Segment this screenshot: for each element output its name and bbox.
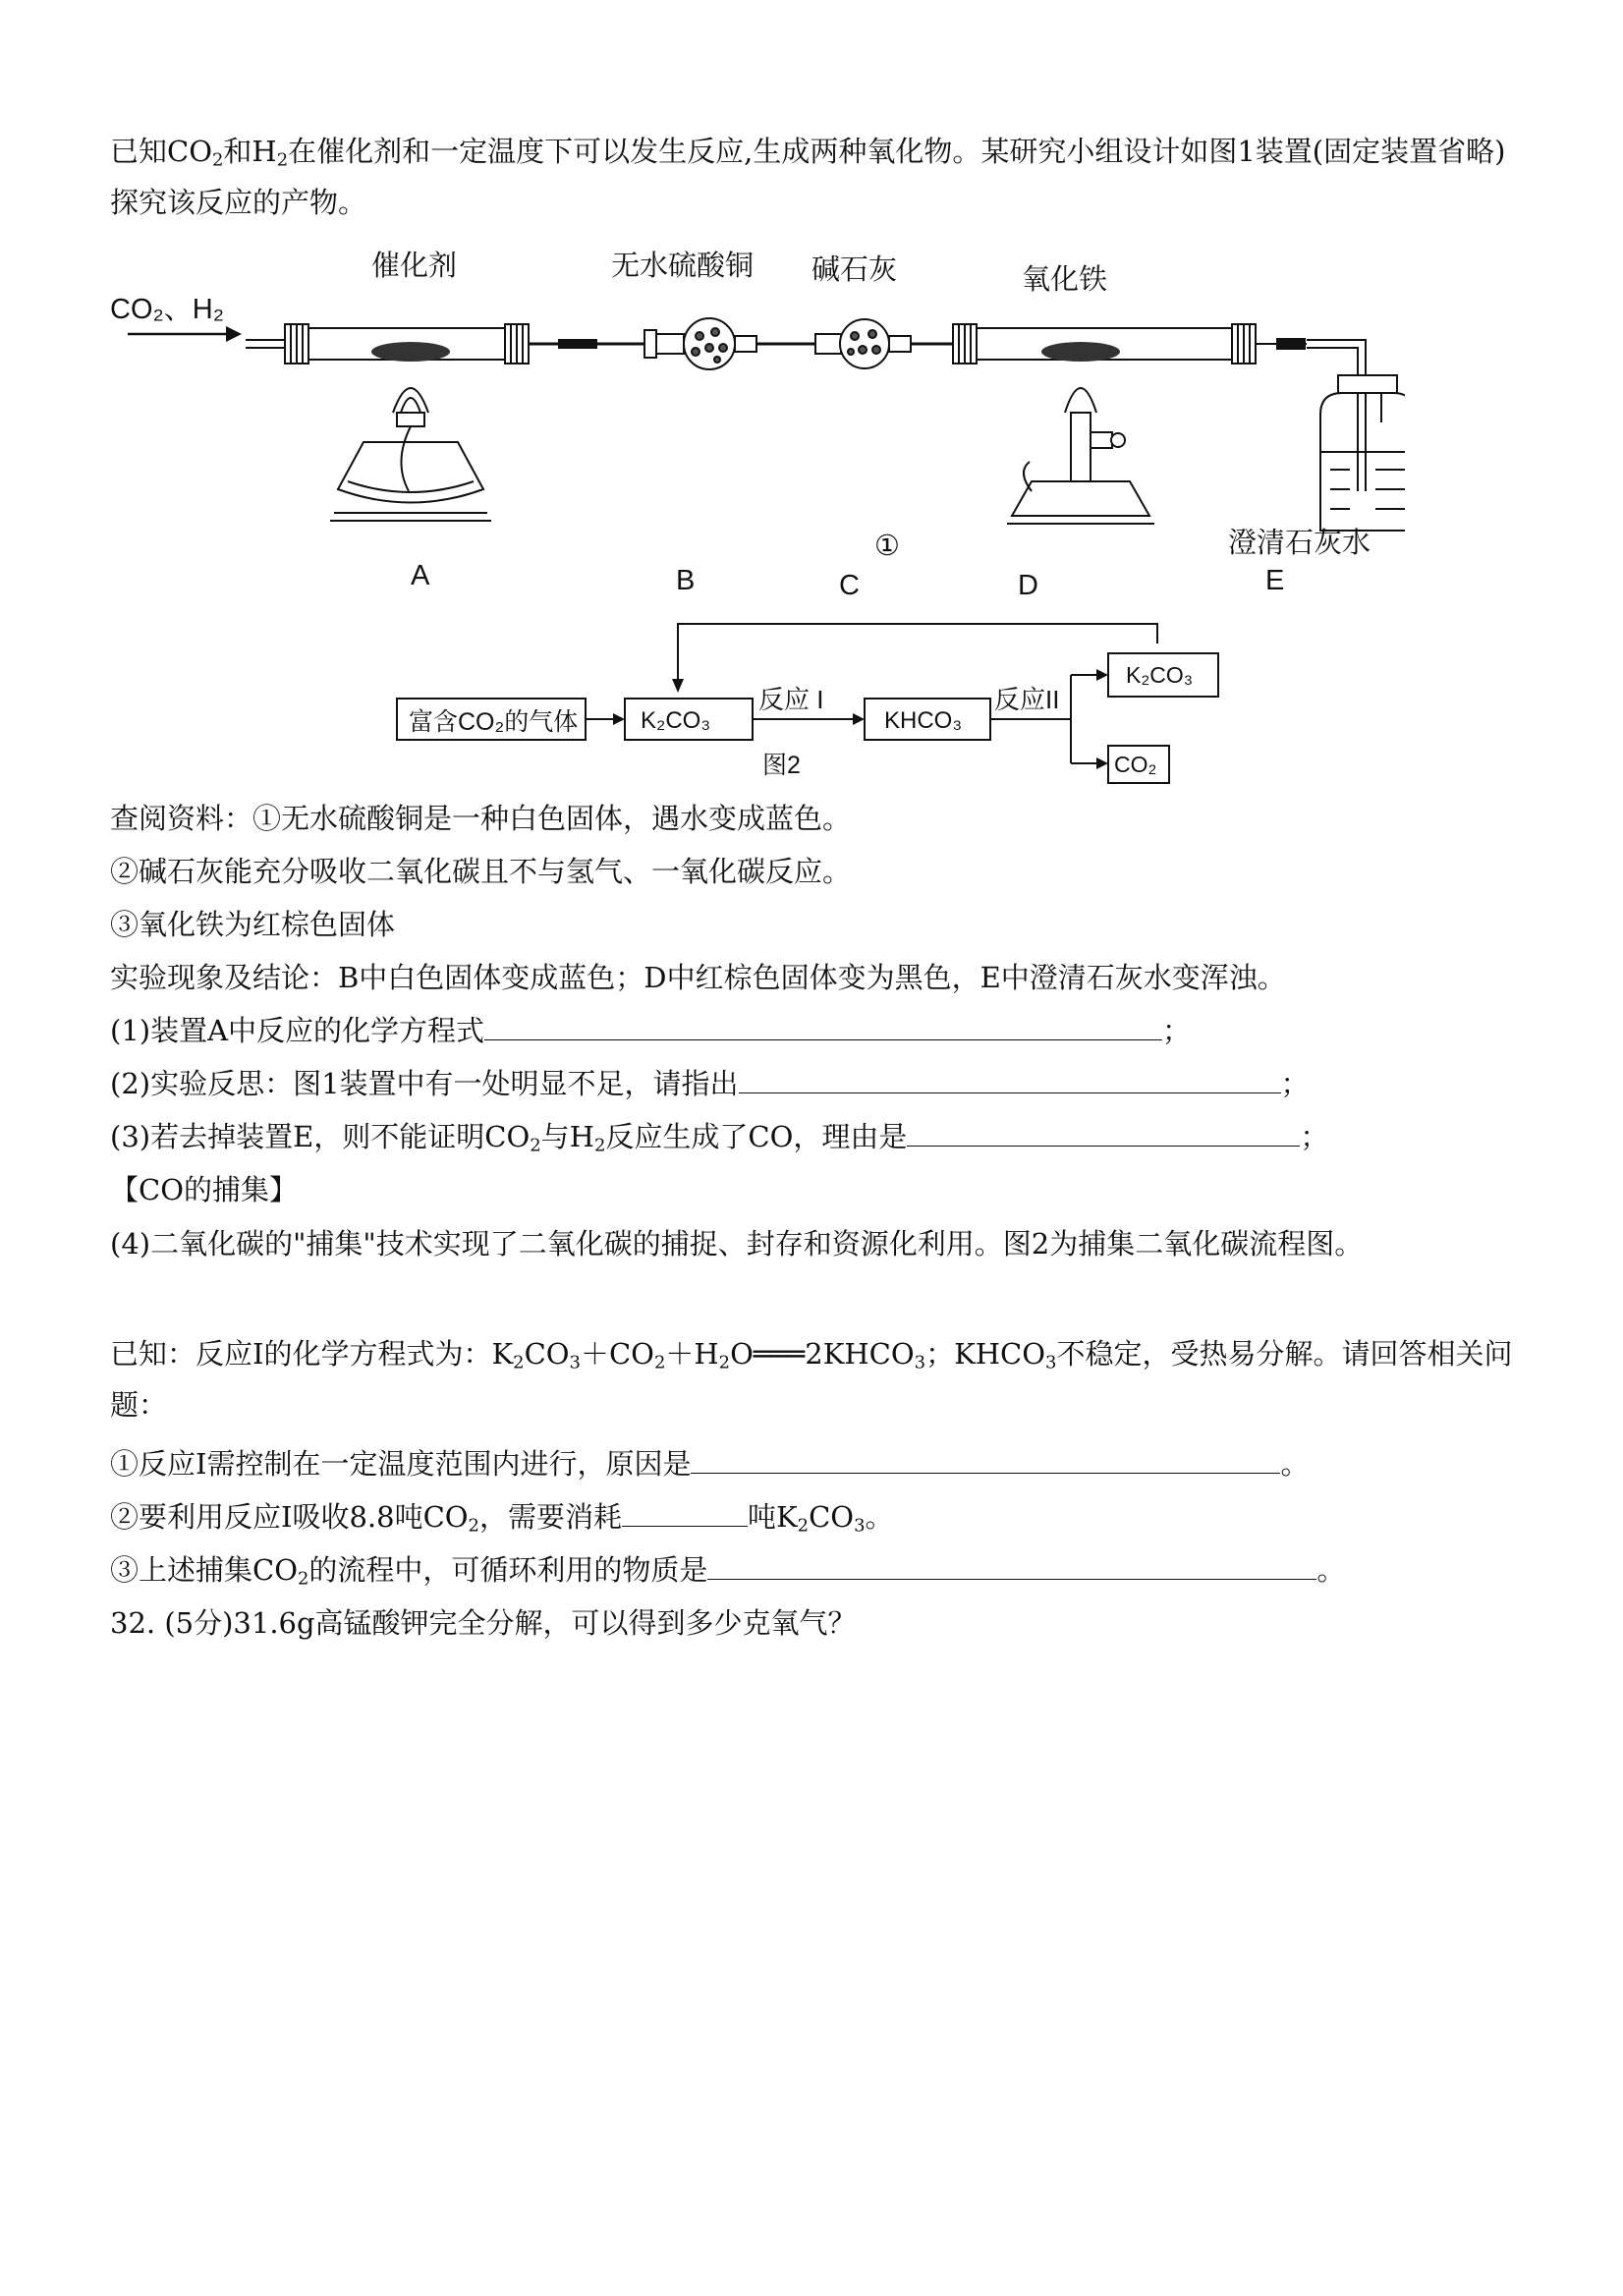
sub-question-3: ③上述捕集$CO_2$的流程中，可循环利用的物质是 。 (110, 1553, 1346, 1590)
inlet-arrow (128, 326, 242, 342)
out-k2co3-label: K₂CO₃ (1126, 662, 1194, 688)
known-equation: 已知：反应I的化学方程式为：$K_2CO_3+CO_2+H_2O═══2KHCO_3$；$KHCO_3$不稳定，受热易分解。请回答相关问题： (110, 1337, 1513, 1422)
sub-question-2: ②要利用反应I吸收8.8吨$CO_2$，需要消耗 吨$K_2CO_3$。 (110, 1500, 894, 1537)
section-heading: 【CO的捕集】 (110, 1173, 298, 1206)
khco3-label: KHCO₃ (884, 707, 963, 734)
out-co2-label: CO₂ (1114, 752, 1157, 777)
limewater-bottle (1320, 375, 1405, 531)
question-32: 32. (5分)31.6g高锰酸钾完全分解，可以得到多少克氧气？ (110, 1606, 857, 1640)
k2co3-label: K₂CO₃ (641, 707, 711, 734)
iron-oxide-powder (1041, 342, 1120, 362)
reaction2-label: 反应II (994, 685, 1060, 714)
figure2-flowchart (383, 614, 1248, 791)
drying-tube-c (815, 319, 911, 368)
reaction1-label: 反应 I (758, 685, 824, 714)
catalyst-powder (371, 342, 450, 362)
reference-3: ③氧化铁为红棕色固体 (110, 908, 396, 941)
answer-blank-1[interactable] (484, 1012, 1162, 1040)
question-3: (3)若去掉装置E，则不能证明$CO_2$与$H_2$反应生成了CO，理由是 ； (110, 1120, 1329, 1156)
answer-blank-6[interactable] (707, 1551, 1316, 1580)
drying-tube-b (656, 318, 756, 369)
delivery-tube-e (1256, 339, 1366, 491)
question-2: (2)实验反思：图1装置中有一处明显不足，请指出 ； (110, 1067, 1310, 1100)
cuso4-label: 无水硫酸铜 (611, 251, 755, 282)
figure2-caption: 图2 (762, 752, 801, 779)
sub-question-1: ①反应I需控制在一定温度范围内进行，原因是 。 (110, 1447, 1310, 1481)
intro-paragraph: 已知$CO_2$和$H_2$在催化剂和一定温度下可以发生反应,生成两种氧化物。某研究小组设计如图1装置(固定装置省略)探究该反应的产物。 (110, 135, 1506, 219)
answer-blank-4[interactable] (691, 1445, 1280, 1474)
burner-d (1007, 388, 1154, 524)
reference-2: ②碱石灰能充分吸收二氧化碳且不与氢气、一氧化碳反应。 (110, 855, 852, 888)
limewater-label: 澄清石灰水 (1228, 528, 1371, 559)
label-e: E (1265, 565, 1285, 596)
question-4: (4)二氧化碳的"捕集"技术实现了二氧化碳的捕捉、封存和资源化利用。图2为捕集二氧化碳流程图。 (110, 1227, 1364, 1260)
label-c: C (839, 570, 860, 601)
reference-1: 查阅资料：①无水硫酸铜是一种白色固体，遇水变成蓝色。 (110, 802, 852, 835)
label-a: A (411, 560, 430, 591)
label-d: D (1018, 570, 1038, 601)
connector-ab (529, 330, 656, 358)
catalyst-label: 催化剂 (371, 251, 458, 282)
figure1-apparatus (98, 246, 1405, 609)
fe2o3-label: 氧化铁 (1022, 264, 1108, 296)
figure1-mark: ① (874, 531, 900, 562)
inlet-gas-label: CO₂、H₂ (110, 294, 224, 325)
answer-blank-2[interactable] (739, 1065, 1281, 1093)
sodalime-label: 碱石灰 (812, 254, 898, 286)
answer-blank-3[interactable] (907, 1118, 1300, 1147)
label-b: B (676, 565, 696, 596)
alcohol-lamp (330, 388, 491, 521)
answer-blank-5[interactable] (622, 1498, 748, 1527)
phenomenon-text: 实验现象及结论：B中白色固体变成蓝色；D中红棕色固体变为黑色，E中澄清石灰水变浑浊。 (110, 961, 1286, 994)
source-gas-label: 富含CO₂的气体 (409, 708, 579, 736)
question-1: (1)装置A中反应的化学方程式 ； (110, 1014, 1192, 1047)
